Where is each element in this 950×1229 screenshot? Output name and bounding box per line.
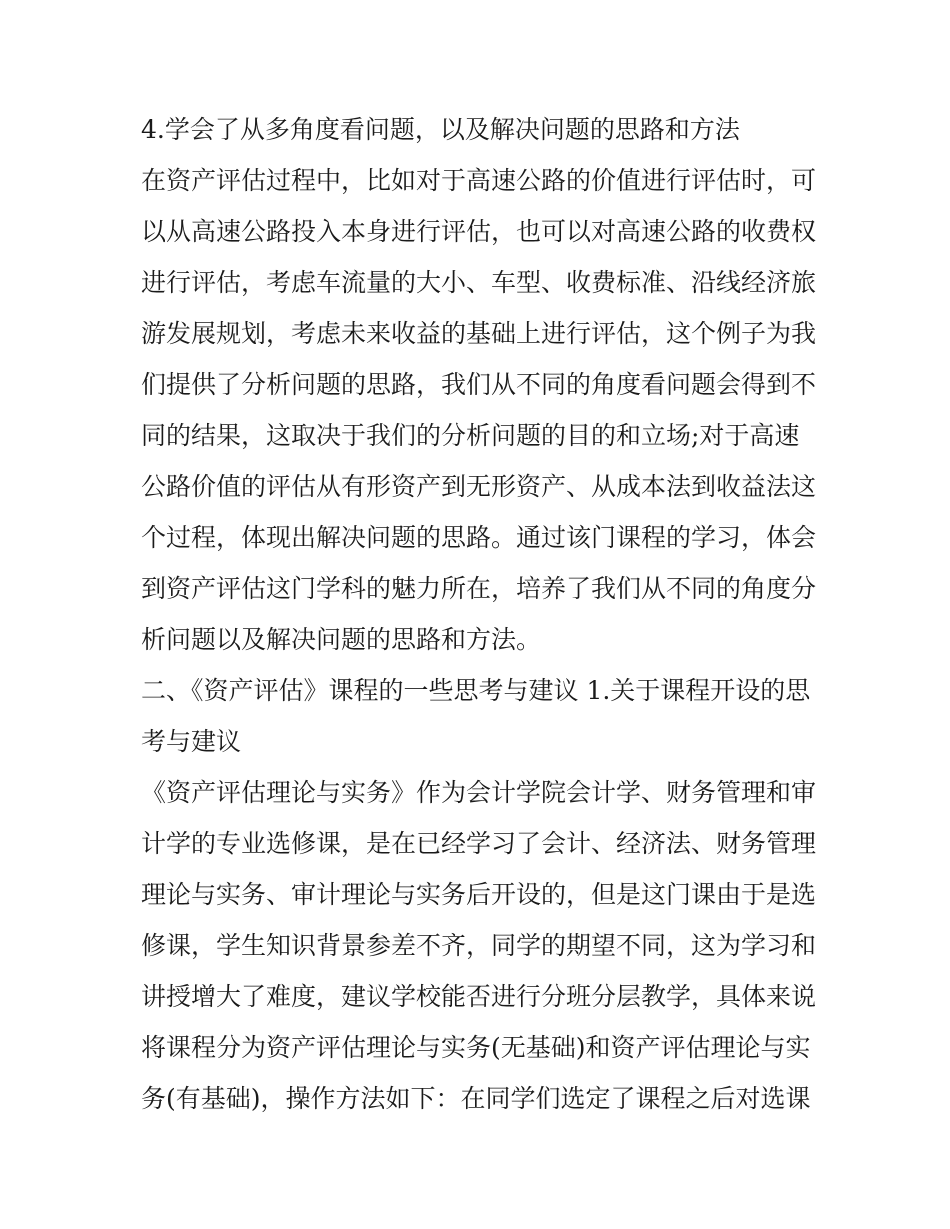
text-line: 4.学会了从多角度看问题，以及解决问题的思路和方法: [141, 115, 740, 144]
section-heading-continued: 考与建议: [141, 727, 242, 756]
text-line: 们提供了分析问题的思路，我们从不同的角度看问题会得到不: [141, 370, 817, 399]
text-line: 在资产评估过程中，比如对于高速公路的价值进行评估时，可: [141, 166, 817, 195]
text-line: 析问题以及解决问题的思路和方法。: [141, 625, 542, 654]
text-line: 修课，学生知识背景参差不齐，同学的期望不同，这为学习和: [141, 931, 817, 960]
text-line: 以从高速公路投入本身进行评估，也可以对高速公路的收费权: [141, 217, 817, 246]
text-line: 到资产评估这门学科的魅力所在，培养了我们从不同的角度分: [141, 574, 817, 603]
text-line: 个过程，体现出解决问题的思路。通过该门课程的学习，体会: [141, 523, 817, 552]
text-line: 《资产评估理论与实务》作为会计学院会计学、财务管理和审: [141, 778, 817, 807]
text-line: 将课程分为资产评估理论与实务(无基础)和资产评估理论与实: [141, 1033, 811, 1062]
text-line: 理论与实务、审计理论与实务后开设的，但是这门课由于是选: [141, 880, 817, 909]
text-line: 进行评估，考虑车流量的大小、车型、收费标准、沿线经济旅: [141, 268, 817, 297]
text-line: 计学的专业选修课，是在已经学习了会计、经济法、财务管理: [141, 829, 817, 858]
text-line: 讲授增大了难度，建议学校能否进行分班分层教学，具体来说: [141, 982, 817, 1011]
text-line: 务(有基础)，操作方法如下：在同学们选定了课程之后对选课: [141, 1084, 811, 1113]
text-line: 公路价值的评估从有形资产到无形资产、从成本法到收益法这: [141, 472, 817, 501]
section-heading: 二、《资产评估》课程的一些思考与建议 1.关于课程开设的思: [141, 676, 811, 705]
text-line: 同的结果，这取决于我们的分析问题的目的和立场;对于高速: [141, 421, 800, 450]
text-line: 游发展规划，考虑未来收益的基础上进行评估，这个例子为我: [141, 319, 817, 348]
